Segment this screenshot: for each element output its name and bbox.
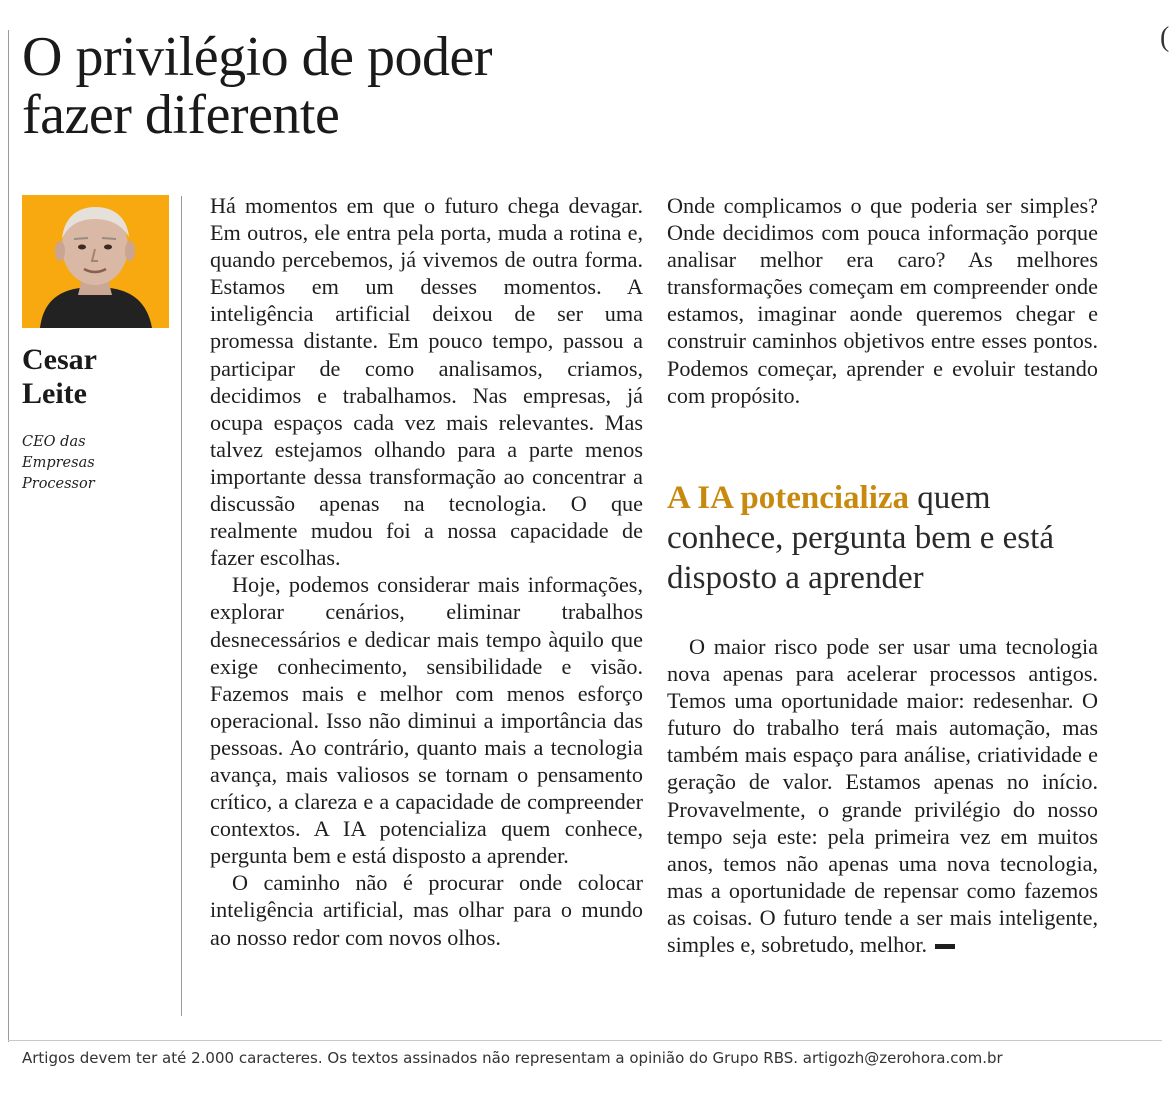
pull-quote [667,478,1107,598]
article-paragraph: Hoje, podemos considerar mais informações, explorar cenários, eliminar trabalhos desnecessários e dedicar mais tempo àquilo que exige conhecimento, sensibilidade e visão. Fazemos mais e melhor com menos esforço operacional. Isso não diminui a importância das pessoas. Ao contrário, quanto mais a tecnologia avança, mais valiosos se tornam o pensamento crítico, a clareza e a capacidade de compreender contextos. A IA potencializa quem conhece, pergunta bem e está disposto a aprender. [210,572,643,869]
pull-quote-highlight: A IA potencializa [667,480,910,516]
page-left-rule [8,30,9,1042]
article-column-3 [667,633,1098,958]
author-role [22,432,162,495]
article-paragraph-final [667,633,1098,958]
article-paragraph: O caminho não é procurar onde colocar inteligência artificial, mas olhar para o mundo ao nosso redor com novos olhos. [210,870,643,950]
footer-note: Artigos devem ter até 2.000 caracteres. Os textos assinados não representam a opinião do Grupo RBS. artigozh@zerohora.com.br [22,1049,1003,1067]
author-first-name: Cesar [22,343,97,376]
column-divider-rule [181,196,182,1016]
author-portrait-illustration [22,195,169,328]
author-photo [22,195,169,328]
author-last-name: Leite [22,377,87,410]
author-role-line-2: Empresas [22,455,95,471]
author-name [22,343,97,411]
author-role-line-3: Processor [22,476,95,492]
cropped-corner-glyph: ( [1160,22,1170,53]
article-column-2 [667,192,1098,409]
author-role-line-1: CEO das [22,434,86,450]
article-paragraph: Há momentos em que o futuro chega devagar. Em outros, ele entra pela porta, muda a rotina e, quando percebemos, já vivemos de outra forma. Estamos em um desses momentos. A inteligência artificial deixou de ser uma promessa distante. Em pouco tempo, passou a participar de como analisamos, criamos, decidimos e trabalhamos. Nas empresas, já ocupa espaços cada vez mais relevantes. Mas talvez estejamos olhando para a parte menos importante dessa transformação ao concentrar a discussão apenas na tecnologia. O que realmente mudou foi a nossa capacidade de fazer escolhas. [210,193,643,571]
article-paragraph: Onde complicamos o que poderia ser simples? Onde decidimos com pouca informação porque analisar melhor era caro? As melhores transformações começam em compreender onde estamos, imaginar aonde queremos chegar e construir caminhos objetivos entre esses pontos. Podemos começar, aprender e evoluir testando com propósito. [667,193,1098,408]
article-end-mark [935,944,955,949]
headline-line-1: O privilégio de poder [22,26,493,88]
headline-line-2: fazer diferente [22,84,340,146]
footer-rule [8,1040,1162,1041]
pull-quote-text: quem conhece, pergunta bem e está disposto a aprender [667,480,1054,596]
article-headline [22,28,722,144]
article-paragraph-text: O maior risco pode ser usar uma tecnologia nova apenas para acelerar processos antigos. Temos uma oportunidade maior: redesenhar. O futuro do trabalho terá mais automação, mas também mais espaço para análise, criatividade e geração de valor. Estamos apenas no início. Provavelmente, o grande privilégio do nosso tempo seja este: pela primeira vez em muitos anos, temos não apenas uma nova tecnologia, mas a oportunidade de repensar como fazemos as coisas. O futuro tende a ser mais inteligente, simples e, sobretudo, melhor. [667,634,1098,958]
article-column-1 [210,192,643,951]
